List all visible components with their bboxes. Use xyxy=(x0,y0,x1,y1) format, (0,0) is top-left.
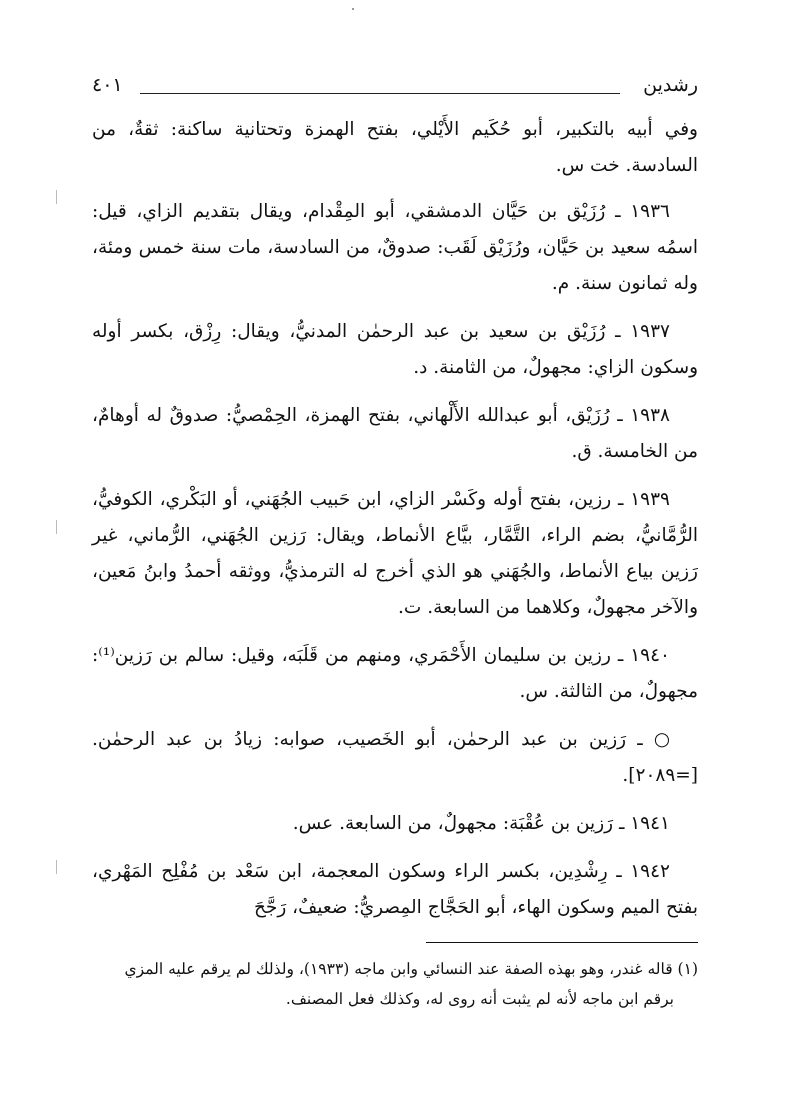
entry-1938: ١٩٣٨ ـ رُزَيْق، أبو عبدالله الأَلْهاني، بفتح الهمزة، الحِمْصيُّ: صدوقٌ له أوهامٌ، من الخامسة. ق. xyxy=(92,405,698,462)
entry-1940: ١٩٤٠ ـ رزين بن سليمان الأَحْمَري، ومنهم من قَلَبَه، وقيل: سالم بن رَزين⁽¹⁾: مجهولٌ، من الثالثة. س. xyxy=(92,645,698,702)
entry-1942: ١٩٤٢ ـ رِشْدِين، بكسر الراء وسكون المعجمة، ابن سَعْد بن مُفْلِح المَهْري، بفتح الميم وسكون الهاء، أبو الحَجَّاج المِصريُّ: ضعيفٌ، رَجَّحَ xyxy=(92,861,698,918)
footnote-rule xyxy=(426,942,698,943)
entry-continuation: وفي أبيه بالتكبير، أبو حُكَيم الأَيْلي، بفتح الهمزة وتحتانية ساكنة: ثقةٌ، من السادسة. خت س. xyxy=(92,119,698,176)
running-title: رشدين xyxy=(643,74,698,96)
entry-1937: ١٩٣٧ ـ رُزَيْق بن سعيد بن عبد الرحمٰن المدنيُّ، ويقال: رِزْق، بكسر أوله وسكون الزاي: مجهولٌ، من الثامنة. د. xyxy=(92,321,698,378)
page-header xyxy=(92,72,698,102)
header-rule xyxy=(140,93,620,94)
entry-1936: ١٩٣٦ ـ رُزَيْق بن حَيَّان الدمشقي، أبو المِقْدام، ويقال بتقديم الزاي، قيل: اسمُه سعيد بن حَيَّان، ورُزَيْق لَقَب: صدوقٌ، من السادسة، مات سنة خمس ومئة، وله ثمانون سنة. م. xyxy=(92,201,698,294)
scan-mark xyxy=(56,190,57,204)
scan-mark xyxy=(352,8,354,10)
scan-mark xyxy=(56,520,57,534)
page-number: ٤٠١ xyxy=(92,74,123,96)
main-text xyxy=(92,112,698,938)
footnote-1-continuation: برقم ابن ماجه لأنه لم يثبت أنه روى له، وكذلك فعل المصنف. xyxy=(285,990,674,1008)
entry-1941: ١٩٤١ ـ رَزين بن عُقْبَة: مجهولٌ، من السابعة. عس. xyxy=(292,813,670,834)
entry-1939: ١٩٣٩ ـ رزين، بفتح أوله وكَسْر الزاي، ابن حَبيب الجُهَني، أو البَكْري، الكوفيُّ، الرُّمَّانيُّ، بضم الراء، التَّمَّار، بيَّاع الأنماط، ويقال: رَزين الجُهَني، الرُّماني، غير رَزين بياع الأنماط، والجُهَني هو الذي أخرج له الترمذيُّ، ووثقه أحمدُ وابنُ مَعين، والآخر مجهولٌ، وكلاهما من السابعة. ت. xyxy=(92,489,698,618)
entry-cross-reference: ○ ـ رَزين بن عبد الرحمٰن، أبو الخَصيب، صوابه: زيادُ بن عبد الرحمٰن. [=٢٠٨٩]. xyxy=(92,729,698,786)
footnote-1: (١) قاله غندر، وهو بهذه الصفة عند النسائي وابن ماجه (١٩٣٣)، ولذلك لم يرقم عليه المزي xyxy=(124,960,698,978)
footnotes xyxy=(92,954,698,1014)
scan-mark xyxy=(56,860,57,874)
